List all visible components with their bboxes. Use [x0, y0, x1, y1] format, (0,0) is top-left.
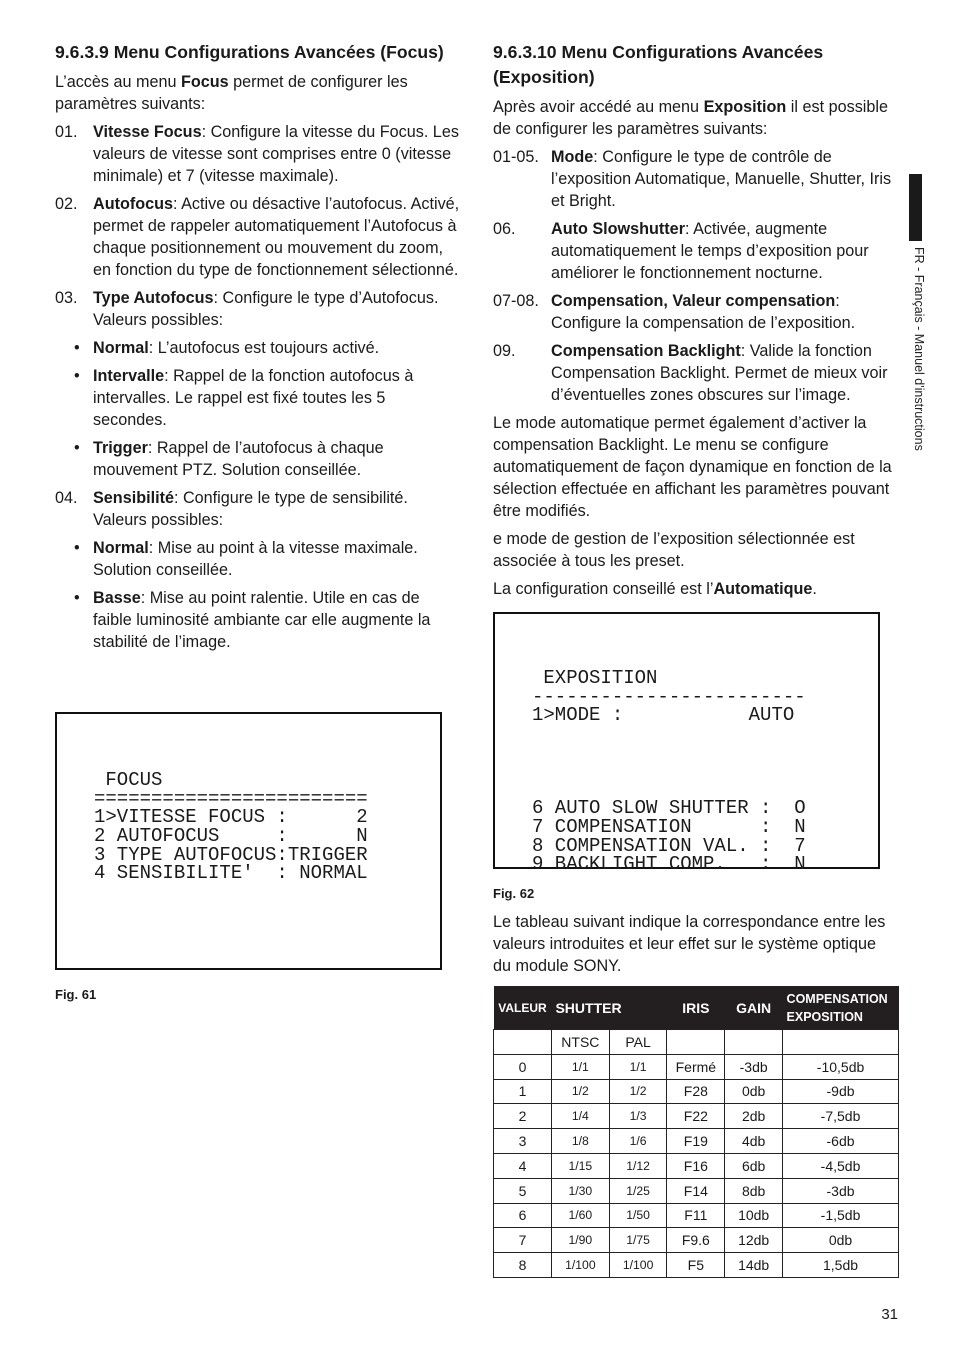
recommended-bold: Automatique	[713, 580, 813, 598]
table-cell: 1/6	[609, 1129, 667, 1154]
item-text: : Configure le type de contrôle de l’exposition Automatique, Manuelle, Shutter, Iris et Bright.	[551, 148, 892, 210]
expo-intro-pre: Après avoir accédé au menu	[493, 98, 704, 116]
table-cell: 0	[494, 1054, 552, 1079]
header-iris: IRIS	[667, 986, 725, 1030]
screen-line	[532, 762, 878, 781]
table-row	[494, 1153, 899, 1178]
expo-intro-bold: Exposition	[703, 98, 787, 116]
bullet-text: : L’autofocus est toujours activé.	[148, 339, 380, 357]
screen-line: ========================	[94, 787, 368, 810]
table-cell: Fermé	[667, 1054, 725, 1079]
screen-line: EXPOSITION	[532, 667, 658, 690]
item-text: : Configure le type de sensibilité. Valeurs possibles:	[93, 489, 408, 529]
focus-intro	[55, 71, 460, 115]
expo-item-01-05	[493, 146, 903, 212]
table-cell: 1/100	[551, 1253, 609, 1278]
screen-line: 3 TYPE AUTOFOCUS:TRIGGER	[94, 843, 368, 866]
item-term: Sensibilité	[93, 489, 174, 507]
table-cell	[725, 1030, 783, 1055]
left-column	[55, 40, 460, 659]
table-cell: -10,5db	[783, 1054, 899, 1079]
table-cell: 7	[494, 1228, 552, 1253]
table-cell: 3	[494, 1129, 552, 1154]
bullet-term: Trigger	[93, 439, 148, 457]
table-cell: 1/90	[551, 1228, 609, 1253]
table-cell: F19	[667, 1129, 725, 1154]
subheader-ntsc: NTSC	[551, 1030, 609, 1055]
table-cell: 1	[494, 1079, 552, 1104]
bullet-term: Intervalle	[93, 367, 165, 385]
table-row	[494, 1054, 899, 1079]
table-cell: F28	[667, 1079, 725, 1104]
table-cell: 1/50	[609, 1203, 667, 1228]
item-text: : Configure le type d’Autofocus. Valeurs possibles:	[93, 289, 439, 329]
focus-intro-pre: L’accès au menu	[55, 73, 181, 91]
item-text: : Valide la fonction Compensation Backlight. Permet de mieux voir d’éventuelles zones obscures sur l’image.	[551, 342, 888, 404]
item-text: : Activée, augmente automatiquement le temps d’exposition pour améliorer le fonctionnement nocturne.	[551, 220, 869, 282]
expo-item-06	[493, 218, 903, 284]
table-cell: 1/75	[609, 1228, 667, 1253]
exposition-section-heading: 9.6.3.10 Menu Configurations Avancées (Exposition)	[493, 42, 824, 87]
table-cell: F16	[667, 1153, 725, 1178]
table-cell: 1/3	[609, 1104, 667, 1129]
focus-menu-screen	[55, 712, 442, 970]
table-cell: 1/100	[609, 1253, 667, 1278]
table-cell: -3db	[725, 1054, 783, 1079]
table-cell	[494, 1030, 552, 1055]
bullet-text: : Mise au point à la vitesse maximale. Solution conseillée.	[93, 539, 418, 579]
item-text: : Active ou désactive l’autofocus. Activé, permet de rappeler automatiquement l’Autofocus à chaque positionnement ou mouvement du zoom, en fonction du type de fonctionnement sélectionné.	[93, 195, 460, 279]
table-cell: 1/4	[551, 1104, 609, 1129]
table-row	[494, 1129, 899, 1154]
exposition-menu-screen	[493, 612, 880, 876]
screen-line: 2 AUTOFOCUS : N	[94, 824, 368, 847]
table-row	[494, 1079, 899, 1104]
table-intro: Le tableau suivant indique la correspondance entre les valeurs introduites et leur effet sur le système optique du module SONY.	[493, 913, 886, 975]
table-cell: 2db	[725, 1104, 783, 1129]
item-number: 02.	[55, 195, 78, 213]
item-term: Compensation Backlight	[551, 342, 741, 360]
figure-caption-61: Fig. 61	[55, 987, 97, 1002]
bullet-text: : Rappel de l’autofocus à chaque mouvement PTZ. Solution conseillée.	[93, 439, 384, 479]
table-row	[494, 1104, 899, 1129]
table-cell: -1,5db	[783, 1203, 899, 1228]
expo-item-07-08	[493, 290, 903, 334]
expo-intro-post: il est possible de configurer les paramètres suivants:	[493, 98, 888, 138]
figure-caption-62: Fig. 62	[493, 886, 535, 901]
screen-line: 8 COMPENSATION VAL. : 7	[532, 834, 806, 857]
table-cell: 6	[494, 1203, 552, 1228]
table-cell: 0db	[783, 1228, 899, 1253]
recommended-pre: La configuration conseillé est l’	[493, 580, 714, 598]
preset-paragraph: e mode de gestion de l’exposition sélectionnée est associée à tous les preset.	[493, 530, 855, 570]
table-cell: 1,5db	[783, 1253, 899, 1278]
table-row	[494, 1203, 899, 1228]
table-cell: 6db	[725, 1153, 783, 1178]
table-cell: 1/60	[551, 1203, 609, 1228]
table-cell: F9.6	[667, 1228, 725, 1253]
table-cell: 12db	[725, 1228, 783, 1253]
table-cell: 8db	[725, 1178, 783, 1203]
sony-values-table	[493, 986, 899, 1278]
autofocus-type-normal: • Normal: L’autofocus est toujours activé.	[74, 339, 380, 357]
table-cell: 1/30	[551, 1178, 609, 1203]
table-cell: 1/2	[551, 1079, 609, 1104]
sidebar-tab-marker	[909, 174, 922, 241]
item-term: Auto Slowshutter	[551, 220, 685, 238]
table-header-row	[494, 986, 899, 1030]
table-cell: 0db	[725, 1079, 783, 1104]
table-cell: -6db	[783, 1129, 899, 1154]
screen-line: 7 COMPENSATION : N	[532, 815, 806, 838]
item-term: Mode	[551, 148, 594, 166]
table-cell: 1/25	[609, 1178, 667, 1203]
screen-line: 9 BACKLIGHT COMP. : N	[532, 853, 806, 876]
focus-item-02	[55, 193, 460, 281]
item-number: 06.	[493, 220, 516, 238]
screen-line	[532, 725, 878, 744]
sensitivity-basse: • Basse: Mise au point ralentie. Utile en cas de faible luminosité ambiante car elle augmente la stabilité de l’image.	[74, 589, 431, 651]
item-number: 03.	[55, 289, 78, 307]
autofocus-type-trigger: • Trigger: Rappel de l’autofocus à chaque mouvement PTZ. Solution conseillée.	[74, 439, 384, 479]
table-cell: 1/12	[609, 1153, 667, 1178]
page-number: 31	[881, 1306, 898, 1323]
recommended-post: .	[812, 580, 817, 598]
item-term: Autofocus	[93, 195, 174, 213]
header-shutter: SHUTTER	[551, 986, 666, 1030]
bullet-text: : Mise au point ralentie. Utile en cas de faible luminosité ambiante car elle augmente la stabilité de l’image.	[93, 589, 431, 651]
bullet-term: Basse	[93, 589, 141, 607]
table-cell	[783, 1030, 899, 1055]
table-cell: 4	[494, 1153, 552, 1178]
bullet-term: Normal	[93, 339, 149, 357]
sidebar-label: FR - Français - Manuel d'instructions	[912, 247, 926, 451]
expo-item-09	[493, 340, 903, 406]
focus-item-03	[55, 287, 460, 331]
exposition-intro	[493, 96, 903, 140]
screen-line: 4 SENSIBILITE' : NORMAL	[94, 862, 368, 885]
focus-item-04	[55, 487, 460, 531]
table-row	[494, 1253, 899, 1278]
bullet-text: : Rappel de la fonction autofocus à intervalles. Le rappel est fixé toutes les 5 secondes.	[93, 367, 414, 429]
focus-section-heading: 9.6.3.9 Menu Configurations Avancées (Focus)	[55, 42, 444, 62]
header-valeur: VALEUR	[494, 986, 552, 1030]
autofocus-type-intervalle: • Intervalle: Rappel de la fonction autofocus à intervalles. Le rappel est fixé toutes les 5 secondes.	[74, 367, 414, 429]
table-cell: 2	[494, 1104, 552, 1129]
table-cell: 4db	[725, 1129, 783, 1154]
screen-line: FOCUS	[94, 769, 163, 792]
item-term: Type Autofocus	[93, 289, 214, 307]
table-cell: F14	[667, 1178, 725, 1203]
table-row	[494, 1178, 899, 1203]
table-cell: 10db	[725, 1203, 783, 1228]
item-number: 01-05.	[493, 148, 539, 166]
table-cell: F22	[667, 1104, 725, 1129]
table-cell: -4,5db	[783, 1153, 899, 1178]
item-number: 04.	[55, 489, 78, 507]
item-number: 01.	[55, 123, 78, 141]
screen-line: 6 AUTO SLOW SHUTTER : O	[532, 797, 806, 820]
focus-intro-post: permet de configurer les paramètres suivants:	[55, 73, 408, 113]
table-cell: -3db	[783, 1178, 899, 1203]
table-cell: 1/1	[551, 1054, 609, 1079]
table-cell: F5	[667, 1253, 725, 1278]
table-cell: F11	[667, 1203, 725, 1228]
header-gain: GAIN	[725, 986, 783, 1030]
screen-line: ------------------------	[532, 685, 806, 708]
table-cell: 1/1	[609, 1054, 667, 1079]
focus-item-01	[55, 121, 460, 187]
table-cell: 5	[494, 1178, 552, 1203]
right-column	[493, 40, 903, 606]
table-cell: -9db	[783, 1079, 899, 1104]
item-text: : Configure la vitesse du Focus. Les valeurs de vitesse sont comprises entre 0 (vitesse minimale) et 7 (vitesse maximale).	[93, 123, 459, 185]
screen-line: 1>VITESSE FOCUS : 2	[94, 806, 368, 829]
table-cell: 8	[494, 1253, 552, 1278]
focus-intro-bold: Focus	[180, 73, 229, 91]
subheader-pal: PAL	[609, 1030, 667, 1055]
screen-line: 1>MODE : AUTO	[532, 704, 795, 727]
table-row	[494, 1228, 899, 1253]
item-text: : Configure la compensation de l’exposition.	[551, 292, 856, 332]
sensitivity-normal: • Normal: Mise au point à la vitesse maximale. Solution conseillée.	[74, 539, 418, 579]
table-cell: -7,5db	[783, 1104, 899, 1129]
table-cell: 1/8	[551, 1129, 609, 1154]
auto-mode-paragraph: Le mode automatique permet également d’activer la compensation Backlight. Le menu se configure automatiquement de façon dynamique en fonction de la sélection effectuée en affichant les paramètres pouvant être modifiés.	[493, 414, 892, 520]
recommended-config	[493, 578, 903, 600]
header-compensation: COMPENSATION EXPOSITION	[783, 986, 899, 1030]
bullet-term: Normal	[93, 539, 149, 557]
table-cell	[667, 1030, 725, 1055]
table-cell: 1/2	[609, 1079, 667, 1104]
item-term: Compensation, Valeur compensation	[551, 292, 836, 310]
screen-line	[532, 744, 878, 763]
table-cell: 14db	[725, 1253, 783, 1278]
item-number: 09.	[493, 342, 516, 360]
table-subheader-row	[494, 1030, 899, 1055]
item-number: 07-08.	[493, 292, 539, 310]
table-cell: 1/15	[551, 1153, 609, 1178]
item-term: Vitesse Focus	[93, 123, 202, 141]
